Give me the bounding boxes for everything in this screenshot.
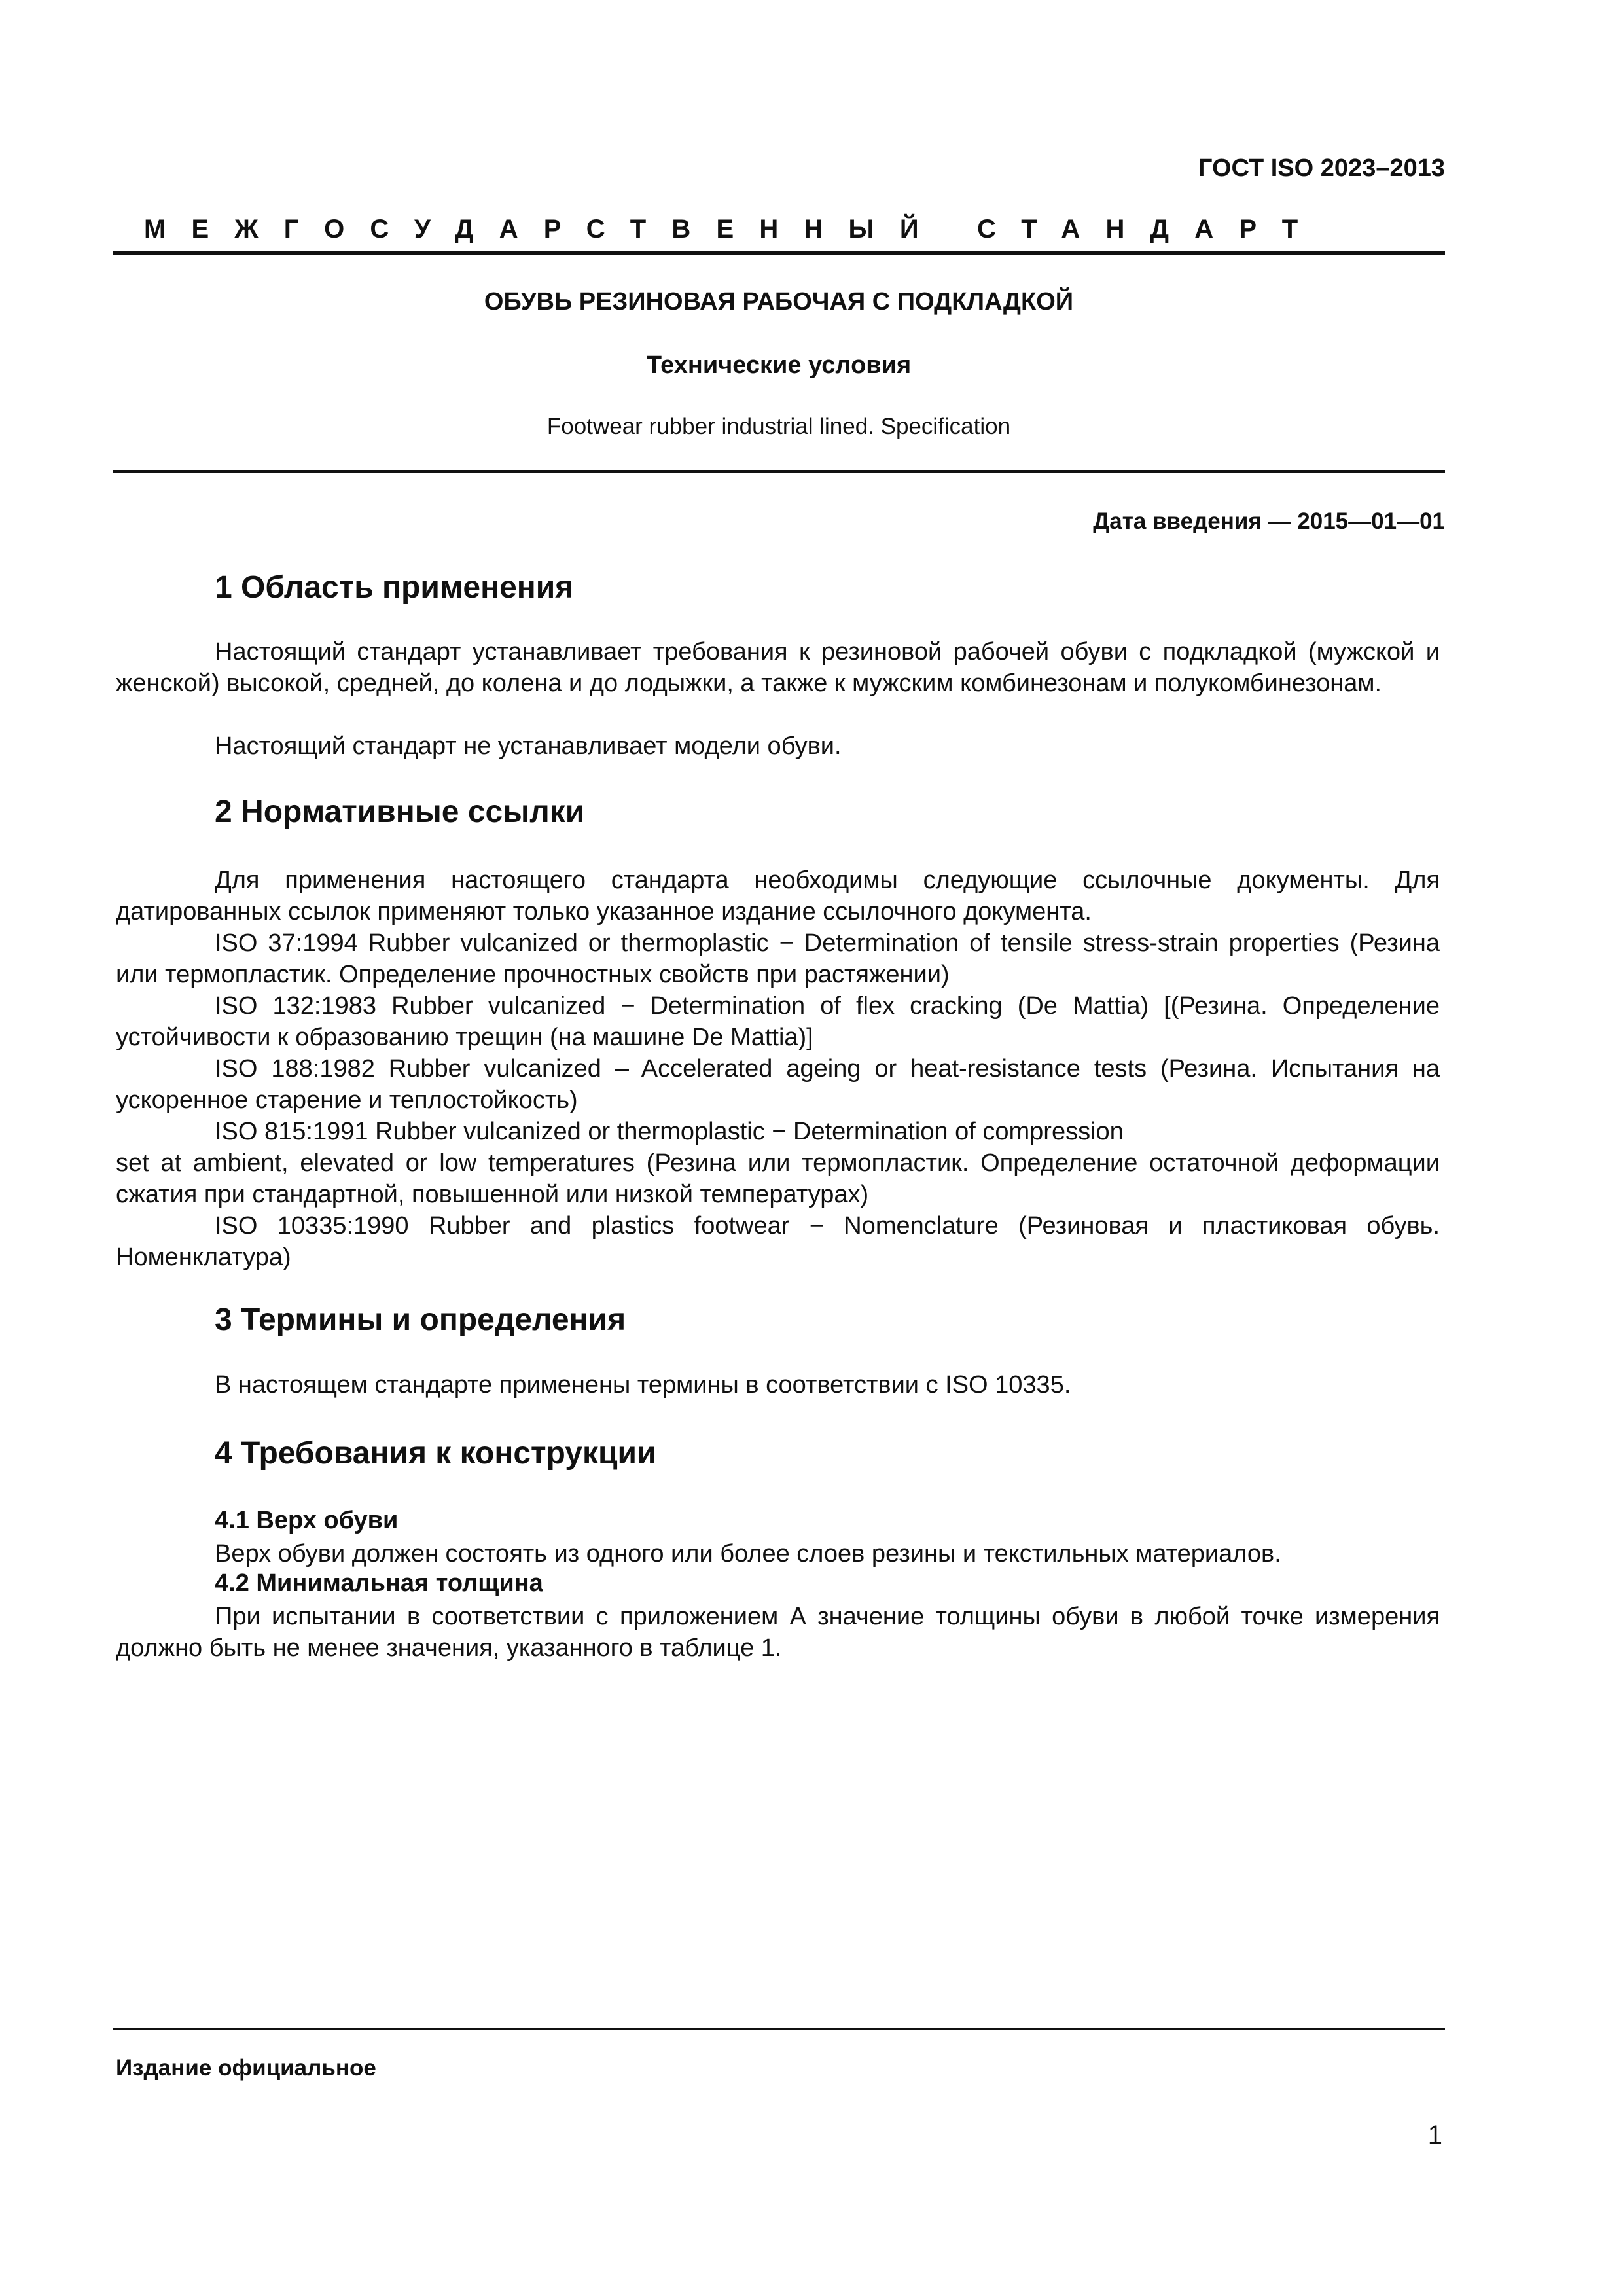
page-number: 1 [1427,2121,1442,2149]
document-subtitle: Технические условия [646,351,912,379]
subsection-text: Верх обуви должен состоять из одного или более слоев резины и текстильных материалов. [215,1540,1281,1568]
official-edition-label: Издание официальное [116,2055,376,2081]
section-heading: 4 Требования к конструкции [215,1436,656,1471]
subsection-text: При испытании в соответствии с приложением А значение толщины обуви в любой точке измерения должно быть не менее значения, указанного в таблице 1. [116,1603,1440,1662]
reference-item: ISO 37:1994 Rubber vulcanized or thermoplastic − Determination of tensile stress-strain properties (Резина или термопластик. Определение прочностных свойств при растяжении) [116,929,1440,988]
section-heading: 2 Нормативные ссылки [215,795,585,829]
section-paragraph: Для применения настоящего стандарта необходимы следующие ссылочные документы. Для датированных ссылок применяют только указанное издание ссылочного документа. [116,867,1440,925]
section-heading: 1 Область применения [215,570,574,605]
subsection-heading: 4.1 Верх обуви [215,1507,399,1534]
standard-type-heading: МЕЖГОСУДАРСТВЕННЫЙ СТАНДАРТ [144,215,1324,243]
section-paragraph: В настоящем стандарте применены термины в соответствии с ISO 10335. [215,1371,1071,1399]
header-rule [113,251,1445,255]
subsection-heading: 4.2 Минимальная толщина [215,1570,543,1597]
introduction-date: Дата введения — 2015—01—01 [1093,509,1445,534]
reference-item: ISO 188:1982 Rubber vulcanized – Accelerated ageing or heat-resistance tests (Резина. Испытания на ускоренное старение и теплостойкость) [116,1055,1440,1114]
section-paragraph: Настоящий стандарт устанавливает требования к резиновой рабочей обуви с подкладкой (мужской и женской) высокой, средней, до колена и до лодыжки, а также к мужским комбинезонам и полукомбинезонам. [116,638,1440,697]
standard-code: ГОСТ ISO 2023–2013 [1198,154,1445,182]
section-heading: 3 Термины и определения [215,1302,626,1337]
reference-item-continued: set at ambient, elevated or low temperatures (Резина или термопластик. Определение остаточной деформации сжатия при стандартной, повышенной или низкой температурах) [116,1149,1440,1208]
reference-item: ISO 815:1991 Rubber vulcanized or thermoplastic − Determination of compression [215,1118,1124,1145]
title-rule [113,470,1445,473]
reference-item: ISO 132:1983 Rubber vulcanized − Determination of flex cracking (De Mattia) [(Резина. Определение устойчивости к образованию трещин (на машине De Mattia)] [116,992,1440,1051]
section-paragraph: Настоящий стандарт не устанавливает модели обуви. [215,732,842,760]
footer-rule [113,2028,1445,2030]
document-title: ОБУВЬ РЕЗИНОВАЯ РАБОЧАЯ С ПОДКЛАДКОЙ [484,288,1074,315]
reference-item: ISO 10335:1990 Rubber and plastics footwear − Nomenclature (Резиновая и пластиковая обувь. Номенклатура) [116,1212,1440,1271]
document-title-english: Footwear rubber industrial lined. Specification [546,414,1011,439]
